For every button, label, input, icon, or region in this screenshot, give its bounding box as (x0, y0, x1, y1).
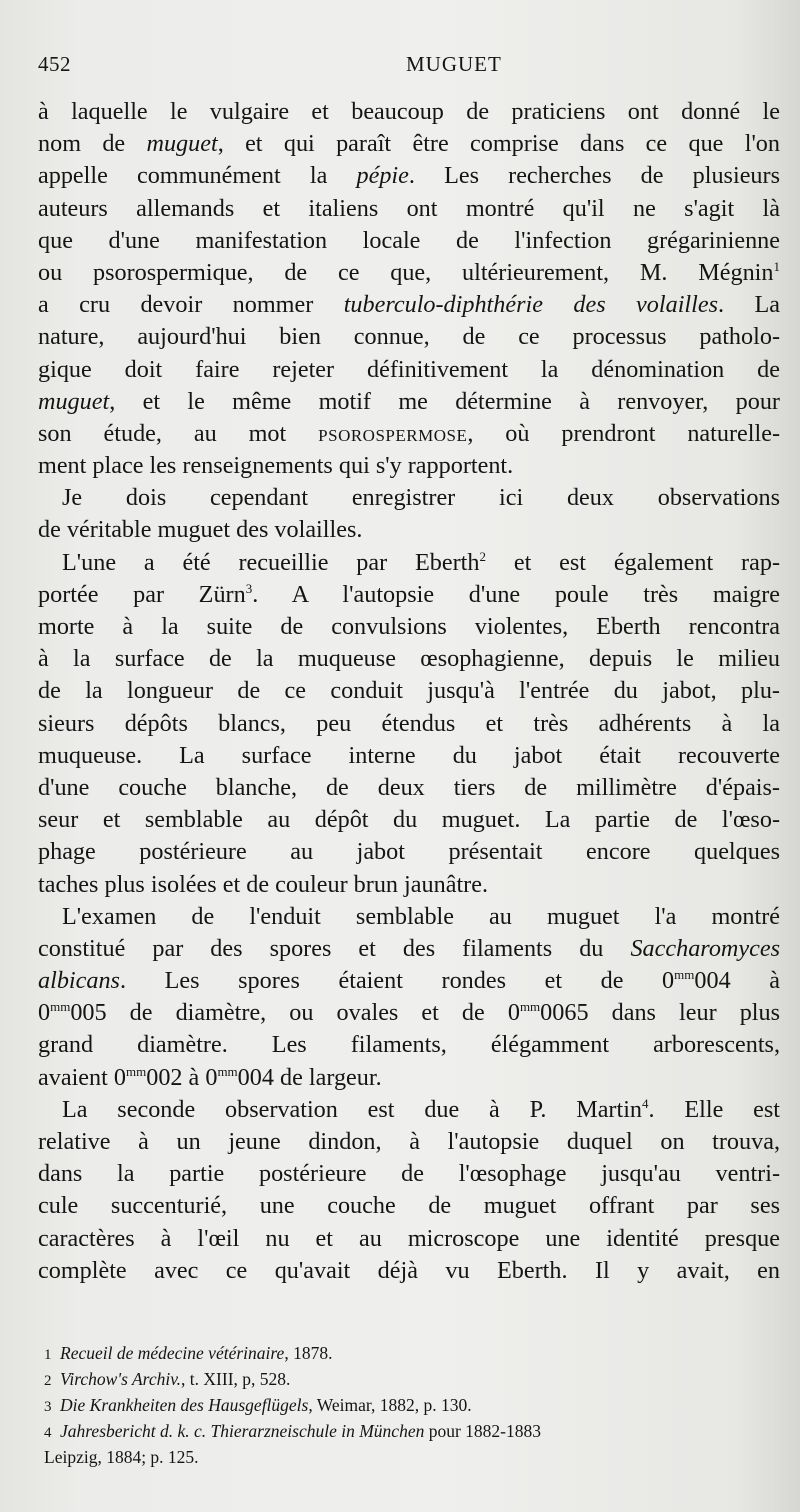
text-run: , et le même motif me détermine à renvoyer, pour (109, 387, 780, 415)
italic-text: pépie (356, 162, 409, 190)
text-run: Je dois cependant enregistrer ici deux observations (62, 484, 780, 512)
text-run: , 1878. (284, 1343, 333, 1363)
text-run: pour 1882-1883 (424, 1421, 541, 1441)
text-line (38, 386, 780, 418)
running-title: MUGUET (406, 52, 502, 76)
text-run: caractères à l'œil nu et au microscope une identité presque (38, 1224, 780, 1252)
footnote (44, 1392, 784, 1418)
text-line (38, 1094, 780, 1126)
page-header (38, 52, 782, 82)
text-run: ou psorospermique, de ce que, ultérieurement, M. Mégnin (38, 258, 774, 286)
text-run: relative à un jeune dindon, à l'autopsie duquel on trouva, (38, 1128, 780, 1155)
text-line (38, 772, 780, 804)
text-run: 005 de diamètre, ou ovales et de 0 (70, 999, 520, 1027)
text-line (38, 836, 780, 868)
text-line (38, 225, 780, 257)
text-line (38, 257, 780, 289)
text-run: à la surface de la muqueuse œsophagienne, depuis le milieu (38, 645, 780, 673)
text-run: gique doit faire rejeter définitivement la dénomination de (38, 355, 780, 383)
text-run: , et qui paraît être comprise dans ce que l'on (217, 130, 780, 158)
text-line (38, 96, 780, 128)
footnote (44, 1418, 784, 1444)
text-run: . Les recherches de plusieurs (408, 162, 780, 190)
footnote (44, 1340, 784, 1366)
text-line (38, 965, 780, 997)
footnote-number: 2 (44, 1373, 52, 1389)
text-run: a cru devoir nommer (38, 291, 344, 319)
italic-text: Virchow's Archiv. (60, 1369, 182, 1389)
text-line (38, 1190, 780, 1222)
body-text (38, 96, 780, 1287)
text-line (38, 579, 780, 611)
text-run: 0065 dans leur plus (540, 999, 781, 1027)
text-line (38, 160, 780, 192)
text-line (38, 901, 780, 933)
footnote-number: 1 (44, 1347, 52, 1363)
footnote-number: 4 (44, 1425, 52, 1441)
text-line (38, 1255, 780, 1287)
superscript: mm (217, 1063, 238, 1079)
text-run: 002 à 0 (146, 1063, 218, 1091)
text-run: , t. XIII, p, 528. (181, 1369, 291, 1389)
text-run: et est également rap- (486, 548, 780, 576)
text-run: 004 à (694, 967, 780, 995)
text-run: muqueuse. La surface interne du jabot était recouverte (38, 741, 780, 769)
text-line (38, 708, 780, 740)
text-line (38, 997, 780, 1029)
text-run: sieurs dépôts blancs, peu étendus et très adhérents à la (38, 709, 780, 737)
superscript: mm (125, 1063, 147, 1079)
text-run: L'examen de l'enduit semblable au muguet l'a montré (62, 902, 780, 930)
italic-text: Recueil de médecine vétérinaire (60, 1343, 285, 1363)
footnotes (44, 1340, 784, 1470)
superscript: mm (519, 999, 541, 1015)
text-line (38, 354, 780, 386)
text-line (38, 321, 780, 353)
text-run: Leipzig, 1884; p. 125. (44, 1447, 199, 1467)
text-line (38, 643, 780, 675)
footnote (44, 1366, 784, 1392)
text-run: de la longueur de ce conduit jusqu'à l'entrée du jabot, plu- (38, 677, 780, 705)
text-line (38, 418, 780, 450)
text-run: taches plus isolées et de couleur brun jaunâtre. (38, 870, 488, 898)
text-run: avaient 0 (38, 1063, 126, 1091)
text-line (38, 675, 780, 707)
text-run: nom de (38, 130, 147, 158)
page-number: 452 (38, 52, 71, 76)
text-run: . Les spores étaient rondes et de 0 (119, 967, 675, 995)
italic-text: Jahresbericht d. k. c. Thierarzneischule in München (60, 1421, 425, 1441)
superscript: mm (674, 967, 695, 982)
small-caps-text: psorospermose (318, 419, 468, 447)
text-run: La seconde observation est due à P. Martin (62, 1095, 643, 1123)
text-run: ment place les renseignements qui s'y rapportent. (38, 452, 514, 480)
text-line (38, 1062, 780, 1094)
text-run: auteurs allemands et italiens ont montré qu'il ne s'agit là (38, 194, 780, 222)
italic-text: Die Krankheiten des Hausgeflügels, (60, 1395, 313, 1415)
text-run: L'une a été recueillie par Eberth (62, 548, 480, 576)
text-run: son étude, au mot (38, 419, 319, 447)
text-run: nature, aujourd'hui bien connue, de ce processus patholo- (38, 323, 780, 351)
text-run: . Elle est (648, 1095, 780, 1123)
text-line (38, 1029, 780, 1061)
superscript: 4 (642, 1095, 649, 1111)
text-line (38, 1126, 780, 1158)
text-line (38, 1158, 780, 1190)
text-line (38, 611, 780, 643)
text-run: portée par Zürn (38, 580, 246, 608)
text-line (38, 482, 780, 514)
text-run: . La (718, 291, 780, 319)
text-line (38, 193, 780, 225)
text-run: , où prendront naturelle- (467, 419, 781, 447)
text-run: 0 (38, 999, 51, 1027)
text-run: Weimar, 1882, p. 130. (312, 1395, 472, 1415)
superscript: mm (50, 999, 71, 1015)
text-line (38, 740, 780, 772)
superscript: 1 (773, 258, 780, 274)
text-run: . A l'autopsie d'une poule très maigre (252, 580, 780, 608)
text-run: grand diamètre. Les filaments, élégamment arborescents, (38, 1031, 780, 1059)
text-run: dans la partie postérieure de l'œsophage jusqu'au ventri- (38, 1160, 780, 1188)
text-line (38, 547, 780, 579)
text-line (38, 450, 780, 482)
text-line (38, 1223, 780, 1255)
text-run: appelle communément la (38, 162, 357, 190)
text-run: à laquelle le vulgaire et beaucoup de praticiens ont donné le (38, 98, 780, 125)
text-line (38, 514, 780, 546)
text-run: morte à la suite de convulsions violentes, Eberth rencontra (38, 613, 780, 640)
text-run: cule succenturié, une couche de muguet offrant par ses (38, 1192, 780, 1220)
text-run: phage postérieure au jabot présentait encore quelques (38, 838, 780, 866)
superscript: 2 (479, 548, 486, 564)
text-run: que d'une manifestation locale de l'infection grégarinienne (38, 226, 780, 254)
italic-text: muguet (38, 387, 110, 415)
italic-text: muguet (146, 130, 218, 158)
text-run: de véritable muguet des volailles. (38, 516, 363, 544)
text-run: complète avec ce qu'avait déjà vu Eberth. Il y avait, en (38, 1256, 780, 1284)
superscript: 3 (245, 580, 253, 596)
footnote-number: 3 (44, 1399, 52, 1415)
text-run: 004 de largeur. (237, 1063, 382, 1091)
italic-text: tuberculo-diphthérie des volailles (343, 291, 719, 319)
text-line (38, 128, 780, 160)
italic-text: Saccharomyces (630, 934, 780, 962)
text-line (38, 804, 780, 836)
italic-text: albicans (38, 967, 120, 995)
text-run: seur et semblable au dépôt du muguet. La partie de l'œso- (38, 806, 780, 834)
footnote (44, 1444, 784, 1470)
text-run: d'une couche blanche, de deux tiers de millimètre d'épais- (38, 773, 780, 801)
text-line (38, 289, 780, 321)
text-line (38, 869, 780, 901)
text-run: constitué par des spores et des filaments du (38, 934, 631, 962)
text-line (38, 933, 780, 965)
